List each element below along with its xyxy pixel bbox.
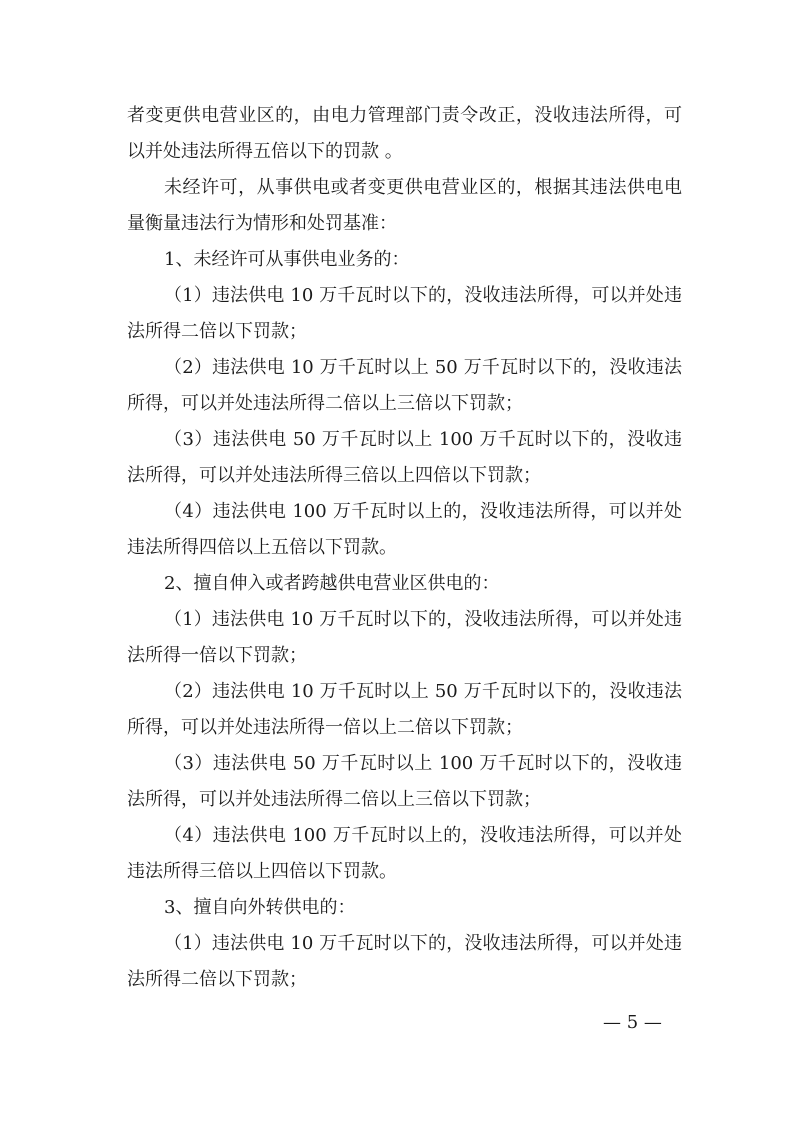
list-item-1-1: （1）违法供电 10 万千瓦时以下的，没收违法所得，可以并处违法所得二倍以下罚款；: [127, 285, 682, 342]
list-item-2-3: （3）违法供电 50 万千瓦时以上 100 万千瓦时以下的，没收违法所得，可以并处违法所得二倍以上三倍以下罚款；: [127, 753, 682, 810]
paragraph-continuation: 者变更供电营业区的，由电力管理部门责令改正，没收违法所得，可以并处违法所得五倍以下的罚款 。: [127, 105, 682, 162]
page-number-text: — 5 —: [603, 1012, 662, 1033]
list-item-2-2: （2）违法供电 10 万千瓦时以上 50 万千瓦时以下的，没收违法所得，可以并处违法所得一倍以上二倍以下罚款；: [127, 681, 682, 738]
section-heading-2: 2、擅自伸入或者跨越供电营业区供电的：: [164, 573, 500, 594]
section-heading-3: 3、擅自向外转供电的：: [164, 897, 356, 918]
paragraph-intro: 未经许可，从事供电或者变更供电营业区的，根据其违法供电电量衡量违法行为情形和处罚基准：: [127, 177, 682, 234]
list-item-2-1: （1）违法供电 10 万千瓦时以下的，没收违法所得，可以并处违法所得一倍以下罚款；: [127, 609, 682, 666]
list-item-1-3: （3）违法供电 50 万千瓦时以上 100 万千瓦时以下的，没收违法所得，可以并处违法所得三倍以上四倍以下罚款；: [127, 429, 682, 486]
document-body: [127, 98, 682, 998]
list-item-1-4: （4）违法供电 100 万千瓦时以上的，没收违法所得，可以并处违法所得四倍以上五倍以下罚款。: [127, 501, 682, 558]
list-item-2-4: （4）违法供电 100 万千瓦时以上的，没收违法所得，可以并处违法所得三倍以上四倍以下罚款。: [127, 825, 682, 882]
section-heading-1: 1、未经许可从事供电业务的：: [164, 249, 410, 270]
list-item-1-2: （2）违法供电 10 万千瓦时以上 50 万千瓦时以下的，没收违法所得，可以并处违法所得二倍以上三倍以下罚款；: [127, 357, 682, 414]
list-item-3-1: （1）违法供电 10 万千瓦时以下的，没收违法所得，可以并处违法所得二倍以下罚款；: [127, 933, 682, 990]
